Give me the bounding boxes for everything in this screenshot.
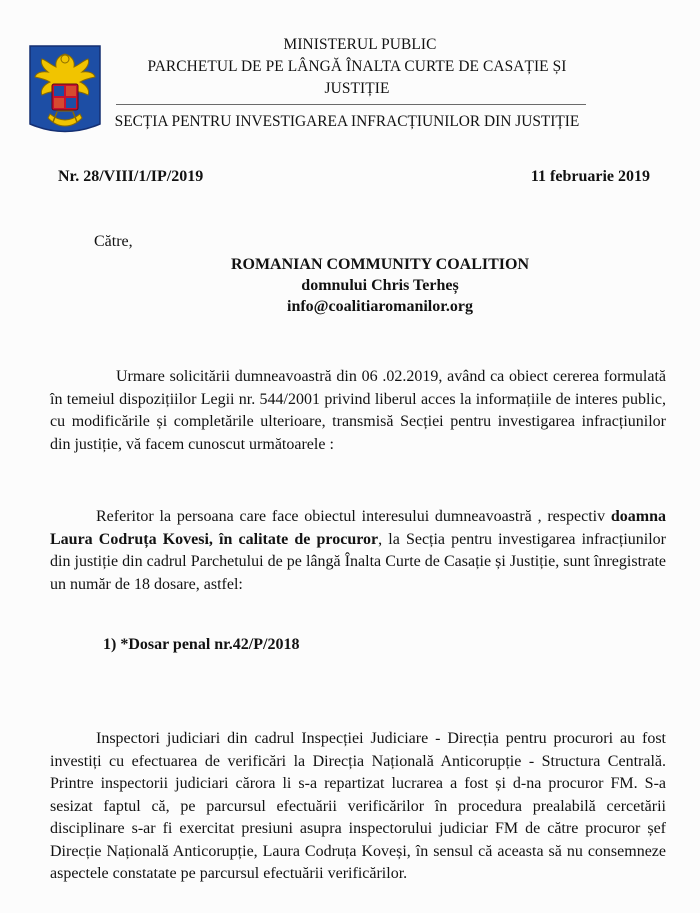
recipient-email: info@coalitiaromanilor.org xyxy=(287,298,473,315)
recipient-person: domnului Chris Terheș xyxy=(301,277,459,294)
header-divider xyxy=(116,104,586,105)
recipient-organization: ROMANIAN COMMUNITY COALITION xyxy=(230,256,530,273)
paragraph-request-response: Urmare solicitării dumneavoastră din 06 .02.2019, având ca obiect cererea formulată în temeiul dispozițiilor Legii nr. 544/2001 privind liberul acces la informațiile de interes public, cu modificările și completările ulterioare, transmisă Secției pentru investigarea infracțiunilor din justiție, vă facem cunoscut următoarele : xyxy=(50,368,666,453)
institution-header xyxy=(132,34,582,100)
document-date: 11 februarie 2019 xyxy=(530,168,650,185)
ministry-name: MINISTERUL PUBLIC xyxy=(283,36,437,53)
paragraph-case-summary-end: , la Secția pentru investigarea infracțiunilor din justiție din cadrul Parchetului de pe lângă Înalta Curte de Casație și Justiție, sunt înregistrate un număr de 18 dosare, astfel: xyxy=(50,530,666,593)
case-file-item-1: 1) *Dosar penal nr.42/P/2018 xyxy=(103,636,300,653)
office-name-line-1: PARCHETUL DE PE LÂNGĂ ÎNALTA CURTE DE CASAȚIE ȘI xyxy=(147,58,567,75)
office-name-line-2: JUSTIȚIE xyxy=(324,80,390,97)
recipient-block xyxy=(205,254,555,317)
paragraph-case-details: Inspectori judiciari din cadrul Inspecției Judiciare - Direcția pentru procurori au fost investiți cu efectuarea de verificări la Direcția Națională Anticorupție - Structura Centrală. Printre inspectorii judiciari cărora li s-a repartizat lucrarea a fost și d-na procuror FM. S-a sesizat faptul că, pe parcursul efectuării verificărilor în procedura prealabilă cercetării disciplinare s-ar fi exercitat presiuni asupra inspectorului judiciar FM de către procuror șef Direcție Națională Anticorupție, Laura Codruța Koveși, în sensul că aceasta să nu consemneze aspectele constatate pe parcursul efectuării verificărilor. xyxy=(50,730,666,882)
section-name: SECȚIA PENTRU INVESTIGAREA INFRACȚIUNILOR DIN JUSTIȚIE xyxy=(114,113,580,130)
document-reference-number: Nr. 28/VIII/1/IP/2019 xyxy=(58,168,204,185)
romania-coat-of-arms-icon xyxy=(24,44,106,140)
paragraph-case-summary xyxy=(50,506,666,596)
to-label: Către, xyxy=(94,233,133,250)
paragraph-case-summary-start: Referitor la persoana care face obiectul interesului dumneavoastră , respectiv xyxy=(96,508,606,525)
paragraph-case-summary-bold: doamna Laura Codruța Kovesi, în calitate de procuror xyxy=(50,508,666,548)
